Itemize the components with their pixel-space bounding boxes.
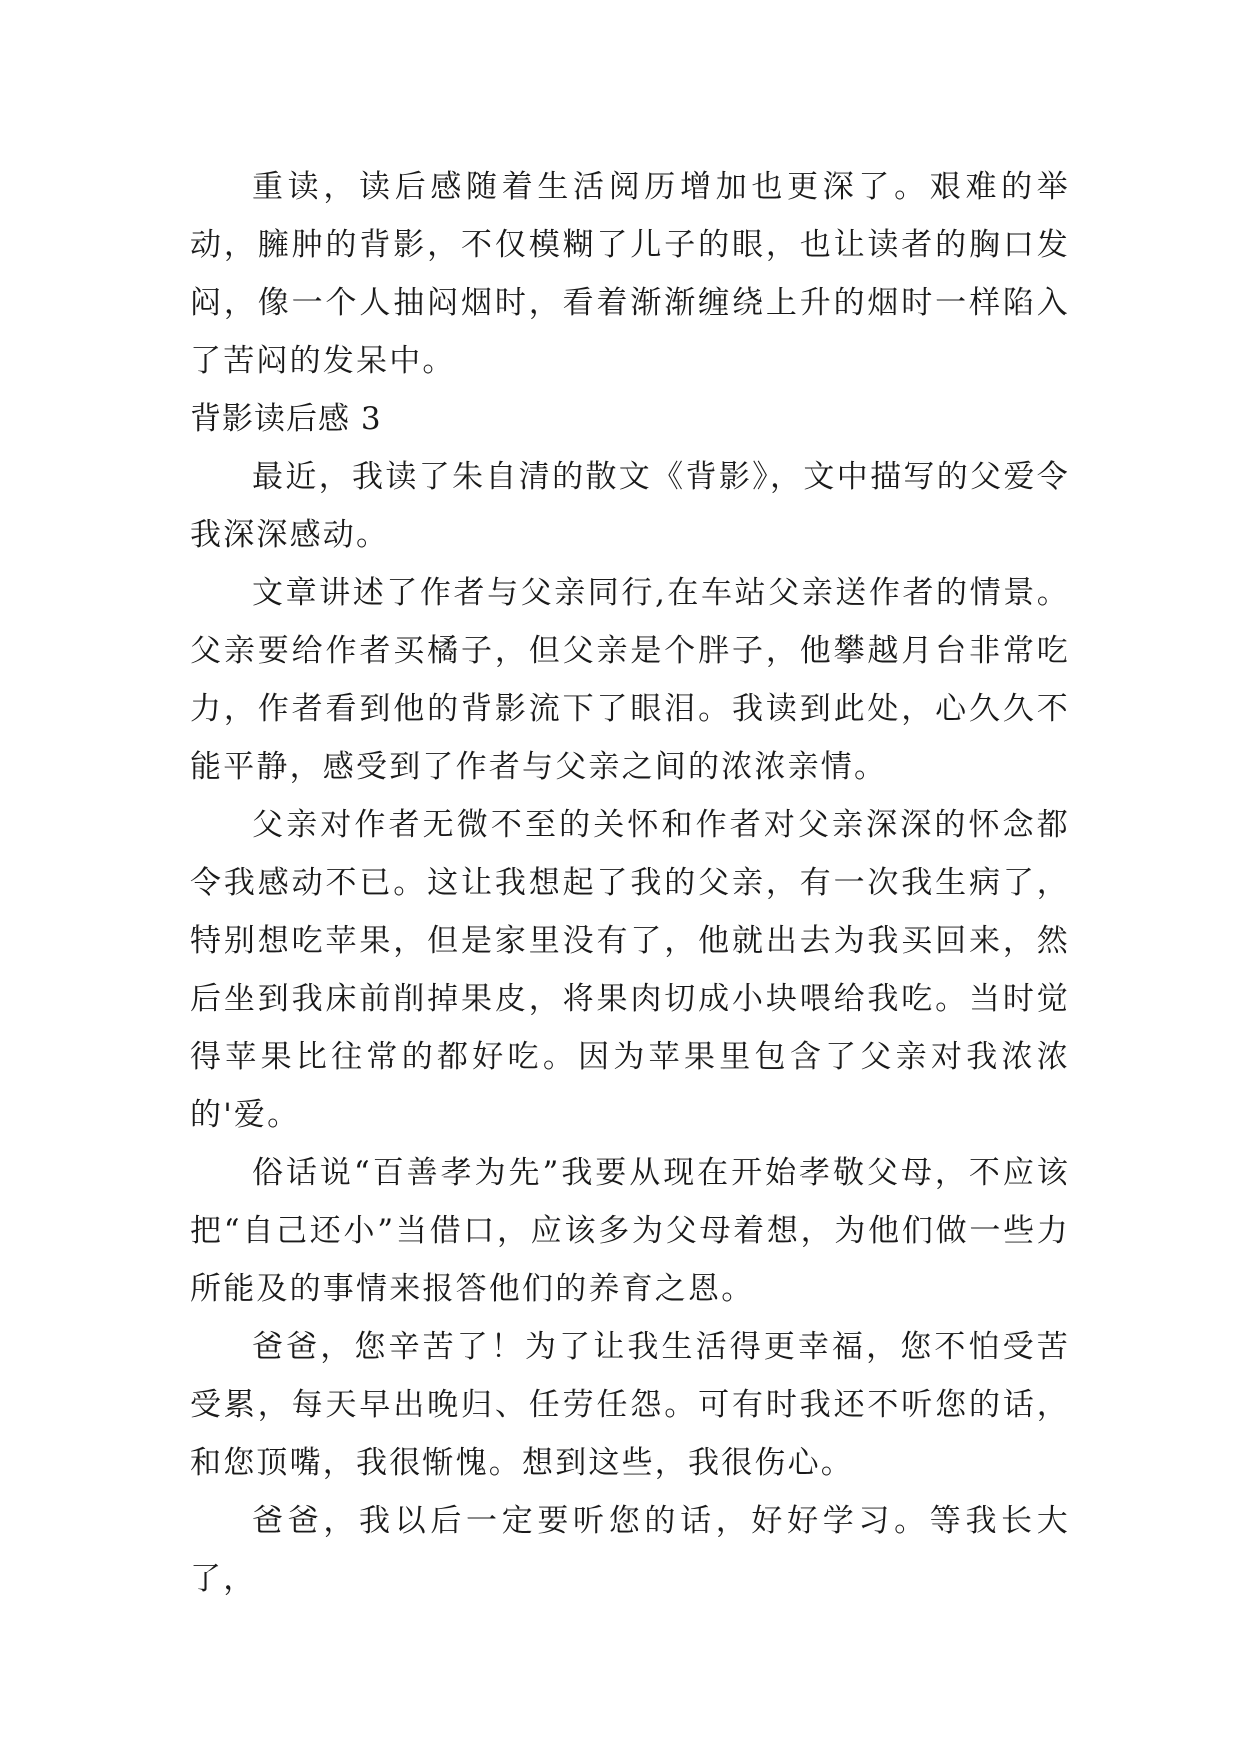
paragraph-4: 俗话说“百善孝为先”我要从现在开始孝敬父母，不应该把“自己还小”当借口，应该多为父母着想，为他们做一些力所能及的事情来报答他们的养育之恩。 (190, 1155, 1070, 1307)
paragraph-1: 最近，我读了朱自清的散文《背影》，文中描写的父爱令我深深感动。 (190, 459, 1070, 553)
paragraph-2: 文章讲述了作者与父亲同行,在车站父亲送作者的情景。父亲要给作者买橘子，但父亲是个胖子，他攀越月台非常吃力，作者看到他的背影流下了眼泪。我读到此处，心久久不能平静，感受到了作者与父亲之间的浓浓亲情。 (190, 575, 1070, 785)
paragraph-5: 爸爸，您辛苦了！为了让我生活得更幸福，您不怕受苦受累，每天早出晚归、任劳任怨。可有时我还不听您的话，和您顶嘴，我很惭愧。想到这些，我很伤心。 (190, 1329, 1070, 1481)
section-heading: 背影读后感 3 (190, 401, 382, 437)
document-body (190, 158, 1070, 1608)
paragraph-intro: 重读，读后感随着生活阅历增加也更深了。艰难的举动，臃肿的背影，不仅模糊了儿子的眼，也让读者的胸口发闷，像一个人抽闷烟时，看着渐渐缠绕上升的烟时一样陷入了苦闷的发呆中。 (190, 169, 1070, 379)
paragraph-6: 爸爸，我以后一定要听您的话，好好学习。等我长大了， (190, 1503, 1070, 1597)
paragraph-3: 父亲对作者无微不至的关怀和作者对父亲深深的怀念都令我感动不已。这让我想起了我的父亲，有一次我生病了，特别想吃苹果，但是家里没有了，他就出去为我买回来，然后坐到我床前削掉果皮，将果肉切成小块喂给我吃。当时觉得苹果比往常的都好吃。因为苹果里包含了父亲对我浓浓的'爱。 (190, 807, 1070, 1133)
